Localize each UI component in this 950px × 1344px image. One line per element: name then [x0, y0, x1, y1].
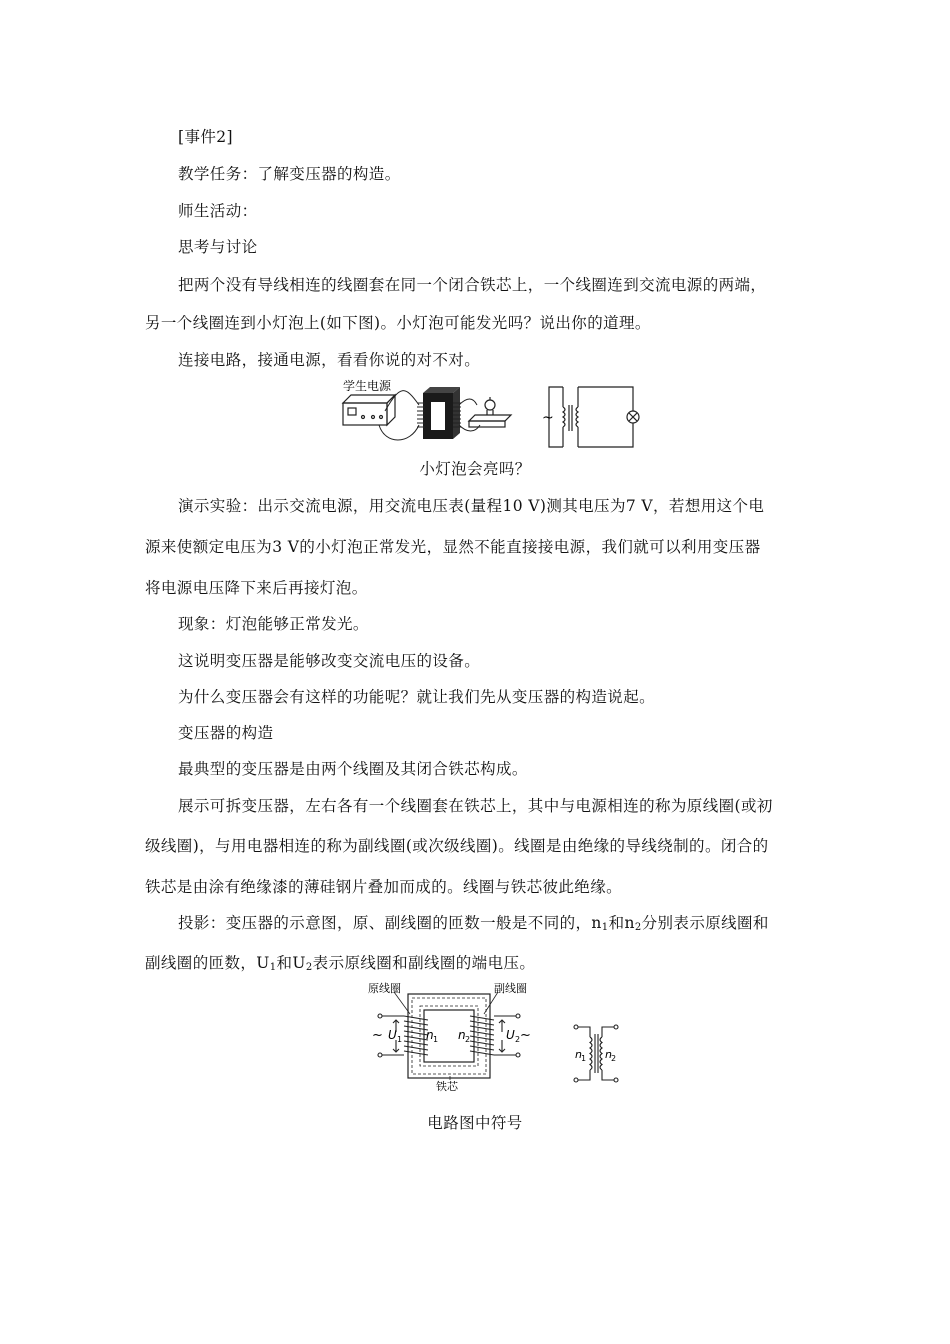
- teaching-task: 教学任务：了解变压器的构造。: [178, 165, 401, 183]
- activity-label: 师生活动：: [178, 202, 258, 220]
- figure-2-caption: 电路图中符号: [427, 1114, 523, 1132]
- show-line-2: 级线圈)，与用电器相连的称为副线圈(或次级线圈)。线圈是由绝缘的导线绕制的。闭合的: [145, 837, 769, 855]
- discussion-title: 思考与讨论: [178, 238, 258, 256]
- projection-text-b: 和U: [276, 954, 306, 972]
- label-leaders: [394, 992, 498, 1080]
- show-line-3: 铁芯是由涂有绝缘漆的薄硅钢片叠加而成的。线圈与铁芯彼此绝缘。: [145, 878, 623, 896]
- show-line-1: 展示可拆变压器，左右各有一个线圈套在铁芯上，其中与电源相连的称为原线圈(或初: [178, 797, 773, 815]
- iron-core: [408, 994, 490, 1078]
- subscript: 2: [634, 922, 642, 933]
- projection-text-c: 分别表示原线圈和: [641, 914, 769, 932]
- u1-label: U: [388, 1028, 397, 1042]
- power-supply-label: 学生电源: [343, 379, 392, 393]
- demo-line-1: 演示实验：出示交流电源，用交流电压表(量程10 V)测其电压为7 V，若想用这个电: [178, 497, 765, 515]
- projection-text-c: 表示原线圈和副线圈的端电压。: [312, 954, 536, 972]
- paragraph-1-line-2: 另一个线圈连到小灯泡上(如下图)。小灯泡可能发光吗？说出你的道理。: [145, 314, 651, 332]
- question: 为什么变压器会有这样的功能呢？就让我们先从变压器的构造说起。: [178, 688, 656, 706]
- transformer-diagram: [360, 980, 630, 1095]
- symbol-n1-subscript: 1: [581, 1054, 587, 1063]
- ac-symbol-left: ~: [372, 1028, 383, 1043]
- experiment-setup-figure: [335, 375, 645, 450]
- transformer-device: [417, 387, 461, 439]
- demo-line-2: 源来使额定电压为3 V的小灯泡正常发光，显然不能直接接电源，我们就可以利用变压器: [145, 538, 761, 556]
- u2-subscript: 2: [515, 1035, 521, 1044]
- subscript: 1: [601, 922, 609, 933]
- subscript: 2: [305, 962, 313, 973]
- projection-line-1: [178, 913, 769, 938]
- n2-label: n: [458, 1028, 466, 1042]
- structure-title: 变压器的构造: [178, 724, 274, 742]
- n2-subscript: 2: [465, 1035, 471, 1044]
- secondary-coil-label: 副线圈: [494, 982, 527, 995]
- demo-line-3: 将电源电压降下来后再接灯泡。: [145, 579, 368, 597]
- event-heading: [事件2]: [178, 128, 233, 146]
- phenomenon: 现象：灯泡能够正常发光。: [178, 615, 369, 633]
- u2-label: U: [506, 1028, 515, 1042]
- projection-text-a: 副线圈的匝数，U: [145, 954, 270, 972]
- u1-subscript: 1: [397, 1035, 403, 1044]
- projection-line-2: [145, 953, 535, 978]
- figure-1-caption: 小灯泡会亮吗？: [419, 460, 531, 478]
- iron-core-label: 铁芯: [436, 1080, 458, 1093]
- subscript: 1: [269, 962, 277, 973]
- explanation: 这说明变压器是能够改变交流电压的设备。: [178, 652, 481, 670]
- symbol-n1-label: n: [575, 1048, 582, 1061]
- symbol-n2-subscript: 2: [611, 1054, 617, 1063]
- projection-text-a: 投影：变压器的示意图，原、副线圈的匝数一般是不同的，n: [178, 914, 602, 932]
- typical-transformer: 最典型的变压器是由两个线圈及其闭合铁芯构成。: [178, 760, 528, 778]
- paragraph-1-line-1: 把两个没有导线相连的线圈套在同一个闭合铁芯上，一个线圈连到交流电源的两端，: [178, 276, 767, 294]
- circuit-schematic: [549, 387, 639, 447]
- projection-text-b: 和n: [608, 914, 635, 932]
- ac-source-symbol: ~: [542, 410, 554, 426]
- ac-symbol-right: ~: [520, 1028, 531, 1043]
- n1-label: n: [426, 1028, 434, 1042]
- power-supply-box: [343, 395, 395, 425]
- n1-subscript: 1: [433, 1035, 439, 1044]
- symbol-n2-label: n: [605, 1048, 612, 1061]
- paragraph-2: 连接电路，接通电源，看看你说的对不对。: [178, 351, 481, 369]
- primary-coil: [378, 1014, 428, 1057]
- primary-coil-label: 原线圈: [368, 982, 401, 995]
